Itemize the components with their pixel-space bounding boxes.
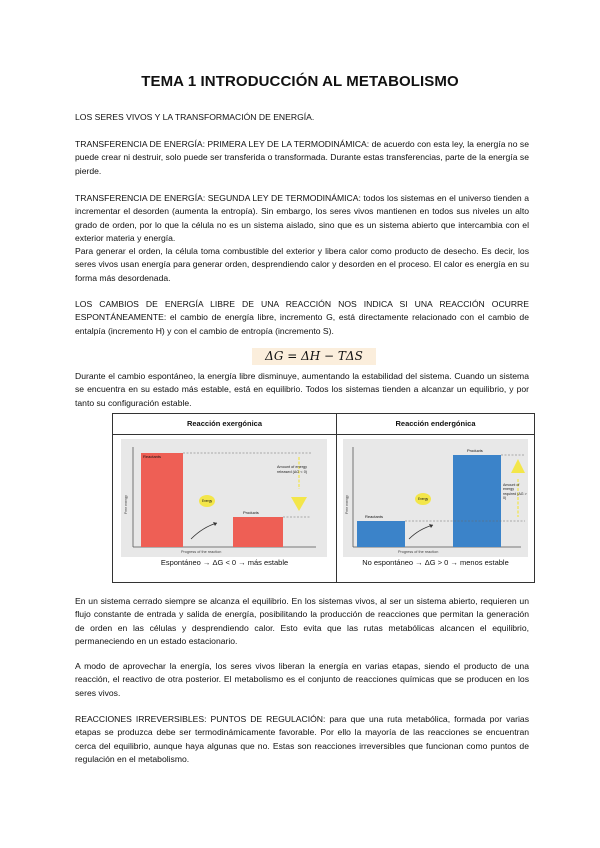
exergonic-energy-label: Energy — [202, 499, 213, 503]
paragraph-free-energy: LOS CAMBIOS DE ENERGÍA LIBRE DE UNA REACCIÓN NOS INDICA SI UNA REACCIÓN OCURRE ESPONTÁNEAMENTE: el cambio de energía libre, incremento G, está directamente relacionado con el cambio de entalpía (incremento H) y con el cambio de entropía (incremento S). — [75, 299, 529, 336]
paragraph-irreversible: REACCIONES IRREVERSIBLES: PUNTOS DE REGULACIÓN: para que una ruta metabólica, formada por varias etapas se produzca debe ser termodinámicamente favorable. Por ello la mayoría de las reacciones se encuentran cerca del equilibrio, aunque haya algunas que no. Estas son reacciones irreversibles que funcionan como puntos de regulación en el metabolismo. — [75, 714, 529, 765]
endergonic-reactants-bar — [357, 521, 405, 547]
paragraph-equilibrium: En un sistema cerrado siempre se alcanza el equilibrio. En los sistemas vivos, al ser un sistema abierto, requieren un flujo constante de entrada y salida de energía, posibilitando la producción de reacciones que permitan la generación de orden en las células y desprendiendo calor. Esto evita que las rutas metabólicas alcancen el equilibrio, permaneciendo en un estado estacionario. — [75, 596, 529, 647]
endergonic-caption: No espontáneo → ΔG > 0 → menos estable — [362, 558, 509, 567]
exergonic-reactants-label: Reactants — [143, 454, 162, 459]
exergonic-xlabel: Progress of the reaction — [181, 550, 222, 554]
endergonic-diagram — [343, 439, 528, 557]
paragraph-order-heat: Para generar el orden, la célula toma combustible del exterior y libera calor como producto de desecho. Es decir, los seres vivos usan energía para generar orden, desprendiendo calor y desorden en el proceso. El calor es energía en su forma más desordenada. — [75, 246, 529, 283]
exergonic-ylabel: Free energy — [124, 495, 128, 514]
exergonic-products-label: Products — [243, 510, 259, 515]
gibbs-equation: ΔG = ΔH − TΔS — [252, 348, 376, 365]
endergonic-panel — [337, 414, 534, 582]
endergonic-products-bar — [453, 455, 501, 547]
page-title: TEMA 1 INTRODUCCIÓN AL METABOLISMO — [141, 73, 459, 90]
paragraph-second-law: TRANSFERENCIA DE ENERGÍA: SEGUNDA LEY DE TERMODINÁMICA: todos los sistemas en el universo tienden a incrementar el desorden (aumenta la entropía). Sin embargo, los seres vivos mantienen en todos sus niveles un alto grado de orden, por lo que la célula no es un sistema aislado, sino que es un sistema abierto que intercambia con el exterior materia y energía. — [75, 193, 529, 244]
endergonic-ylabel: Free energy — [345, 495, 349, 514]
endergonic-reactants-label: Reactants — [365, 514, 384, 519]
paragraph-metabolism: A modo de aprovechar la energía, los seres vivos liberan la energía en varias etapas, siendo el producto de una reacción, el reactivo de otra posterior. El metabolismo es el conjunto de reacciones químicas que se producen en los seres vivos. — [75, 661, 529, 698]
exergonic-panel — [113, 414, 336, 582]
paragraph-first-law: TRANSFERENCIA DE ENERGÍA: PRIMERA LEY DE LA TERMODINÁMICA: de acuerdo con esta ley, la energía no se puede crear ni destruir, solo puede ser transferida o transformada. Durante estas transferencias, parte de la energía se pierde. — [75, 139, 529, 176]
exergonic-diagram — [121, 439, 327, 557]
exergonic-reactants-bar — [141, 453, 183, 547]
exergonic-released-note: Amount of energy released (ΔG < 0) — [277, 465, 308, 474]
paragraph-intro-heading: LOS SERES VIVOS Y LA TRANSFORMACIÓN DE ENERGÍA. — [75, 112, 315, 122]
exergonic-heading: Reacción exergónica — [113, 414, 336, 435]
endergonic-heading: Reacción endergónica — [337, 414, 534, 435]
endergonic-products-label: Products — [467, 448, 483, 453]
endergonic-xlabel: Progress of the reaction — [398, 550, 439, 554]
paragraph-spontaneous-change: Durante el cambio espontáneo, la energía libre disminuye, aumentando la estabilidad del sistema. Cuando un sistema se encuentra en su estado más estable, está en equilibrio. Todos los sistemas tienden a alcanzar un equilibrio, y por tanto su configuración estable. — [75, 371, 529, 408]
endergonic-energy-label: Energy — [418, 497, 429, 501]
reaction-energy-figure — [112, 413, 535, 583]
endergonic-required-note: Amount of energy required (ΔG > 0) — [503, 483, 527, 501]
exergonic-caption: Espontáneo → ΔG < 0 → más estable — [160, 558, 289, 567]
exergonic-products-bar — [233, 517, 283, 547]
